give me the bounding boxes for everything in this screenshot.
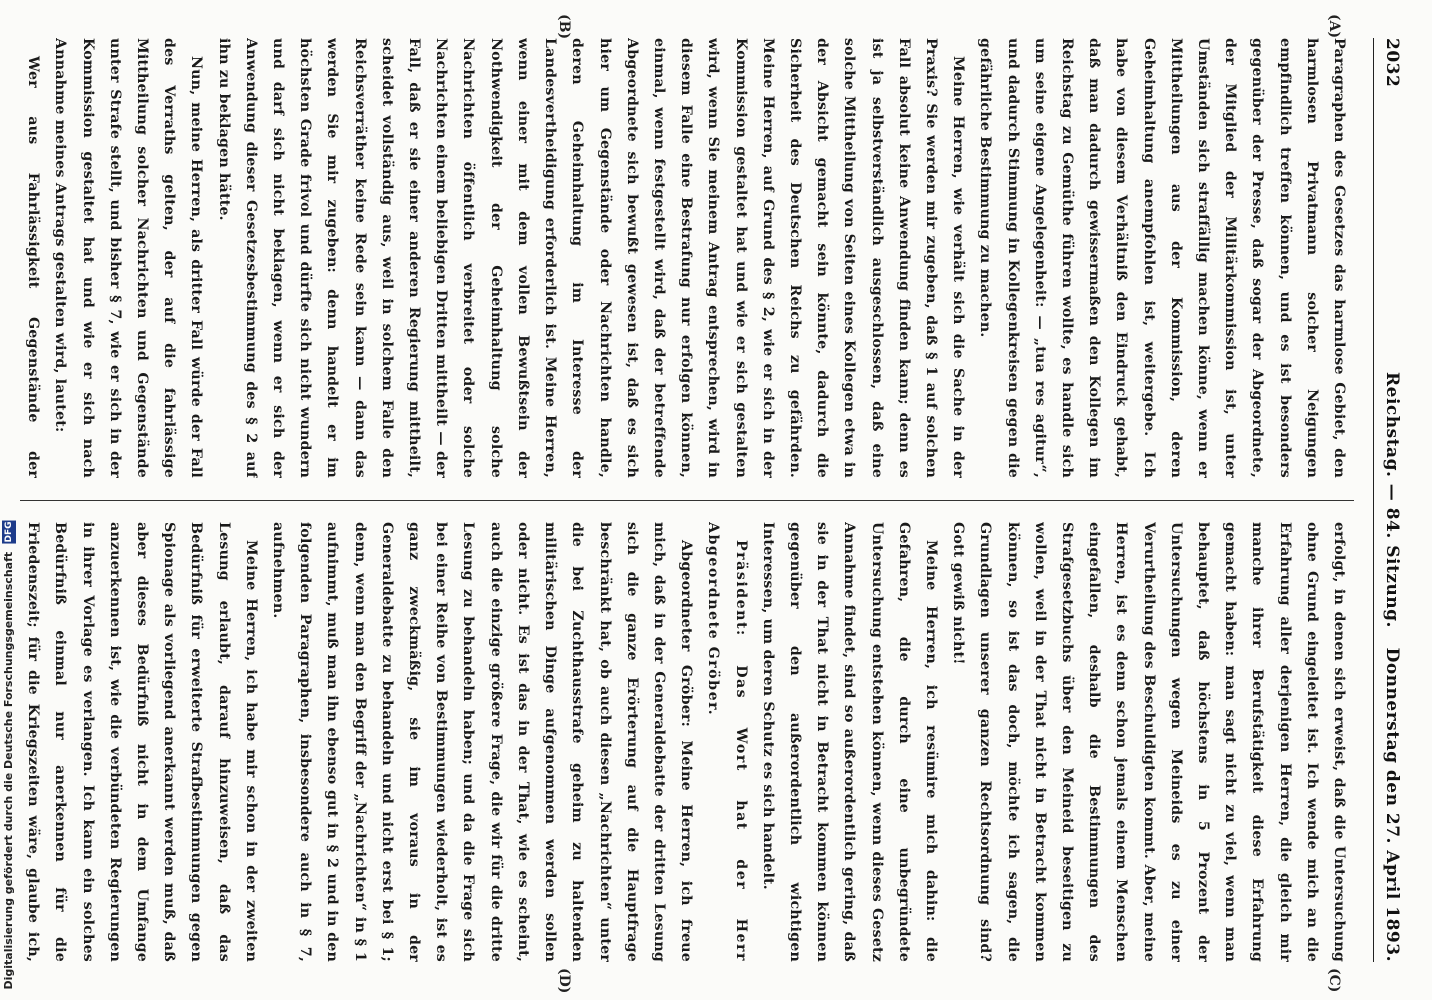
right-paragraph: Meine Herren, ich resümire mich dahin: die Gefahren, die durch eine unbegründete Untersuchung entstehen können, wenn dieses Gesetz Annahme findet, sind so außerordentlich gering, daß sie in der That nicht in Betracht kommen können gegenüber den außerordentlich wichtigen Interessen, um deren Schutz es sich handelt. <box>759 522 939 962</box>
margin-mark-a: (A) <box>1326 14 1342 39</box>
footer-credit: Digitalisierung gefördert durch die Deutsche Forschungsgemeinschaft <box>2 552 15 990</box>
right-column <box>22 522 1352 962</box>
column-divider <box>20 500 1354 501</box>
right-paragraph: Meine Herren, ich habe mir schon in der zweiten Lesung erlaubt, darauf hinzuweisen, daß das Bedürfniß für erweiterte Strafbestimmungen gegen Spionage als vorliegend anerkannt werden muß, daß aber dieses Bedürfniß nicht in dem Umfange anzuerkennen ist, wie die verbündeten Regierungen in ihrer Vorlage es verlangen. Ich kann ein solches Bedürfniß einmal nur anerkennen für die Friedenszeit; für die Kriegszeiten wäre, glaube ich, <box>25 522 259 962</box>
margin-mark-d: (D) <box>556 968 572 994</box>
margin-mark-c: (C) <box>1326 968 1342 993</box>
footer-text-wrap <box>2 521 16 990</box>
header-rule <box>1373 38 1374 962</box>
page-header <box>1372 38 1402 962</box>
session-date: Donnerstag den 27. April 1893. <box>1382 647 1402 962</box>
left-paragraph: Nun, meine Herren, als dritter Fall würde der Fall des Verraths gelten, der auf die fahrlässige Mittheilung solcher Nachrichten und Gegenstände unter Strafe stellt, und bisher § 7, wie er sich in der Kommission gestaltet hat und wie er sich nach Annahme meines Antrags gestalten wird, lautet: <box>52 38 205 478</box>
left-quote: Wer aus Fahrlässigkeit Gegenstände der <box>25 56 42 478</box>
page-number: 2032 <box>1382 38 1402 88</box>
left-column <box>22 38 1352 478</box>
left-paragraph: Paragraphen des Gesetzes das harmlose Gebiet, den harmlosen Privatmann solcher Neigungen empfindlich treffen können, und es ist besonders gegenüber der Presse, daß sogar der Abgeordnete, der Mitglied der Militärkommission ist, unter Umständen sich straffällig machen könne, wenn er Mittheilungen aus der Kommission, deren Geheimhaltung anempfohlen ist, weitergebe. Ich habe von diesem Verhältniß den Eindruck gehabt, daß man dadurch gewissermaßen den Kollegen im Reichstag zu Gemüthe führen wollte, es handle sich um seine eigene Angelegenheit: — „tua res agitur“, und dadurch Stimmung in Kollegenkreisen gegen die gefährliche Bestimmung zu machen. <box>977 38 1347 478</box>
right-paragraph: erfolgt, in denen sich erweist, daß die Untersuchung ohne Grund eingeleitet ist. Ich wende mich an die Erfahrung aller derjenigen Herren, die gleich mir manche ihrer Berufstätigkeit diese Erfahrung gemacht haben: man sagt nicht zu viel, wenn man behauptet, daß höchstens in 5 Prozent der Untersuchungen wegen Meineids es zu einer Verurtheilung des Beschuldigten kommt. Aber, meine Herren, ist es denn schon jemals einem Menschen eingefallen, deshalb die Bestimmungen des Strafgesetzbuchs über den Meineid beseitigen zu wollen, weil in der That nicht in Betracht kommen können, so ist das doch, möchte ich sagen, die Grundlagen unserer ganzen Rechtsordnung sind? Gott gewiß nicht! <box>950 522 1347 962</box>
president-line: Präsident: Das Wort hat der Herr Abgeordnete Gröber. <box>705 522 749 962</box>
digitization-footer <box>0 0 22 1000</box>
running-title: Reichstag. — 84. Sitzung. <box>1382 372 1402 628</box>
left-paragraph: Meine Herren, wie verhält sich die Sache in der Praxis? Sie werden mir zugeben, daß § 1 auf solchen Fall absolut keine Anwendung finden kann; denn es ist ja selbstverständlich ausgeschlossen, daß eine solche Mittheilung von Seiten eines Kollegen etwa in der Absicht gemacht sein könnte, dadurch die Sicherheit des Deutschen Reichs zu gefährden. Meine Herren, auf Grund des § 2, wie er sich in der Kommission gestaltet hat und wie er sich gestalten wird, wenn Sie meinem Antrag entsprechen, wird in diesem Falle eine Bestrafung nur erfolgen können, einmal, wenn festgestellt wird, daß der betreffende Abgeordnete sich bewußt gewesen ist, daß es sich hier um Gegenstände oder Nachrichten handle, deren Geheimhaltung im Interesse der Landesvertheidigung erforderlich ist. Meine Herren, wenn einer mit dem vollen Bewußtsein der Nothwendigkeit der Geheimhaltung solche Nachrichten öffentlich verbreitet oder solche Nachrichten einem beliebigen Dritten mittheilt — der Fall, daß er sie einer anderen Regierung mittheilt, scheidet vollständig aus, weil in solchem Falle den Reichsverräther keine Rede sein kann — dann das werden Sie mir zugeben: denn handelt er im höchsten Grade frivol und dürfte sich nicht wundern und darf sich nicht beklagen, wenn er sich der Anwendung dieser Gesetzesbestimmung des § 2 auf ihn zu beklagen hätte. <box>215 38 967 478</box>
margin-mark-b: (B) <box>556 14 572 40</box>
dfg-logo: DFG <box>4 522 14 544</box>
right-paragraph: Abgeordneter Gröber: Meine Herren, ich freue mich, daß in der Generaldebatte der dritten Lesung sich die ganze Erörterung auf die Hauptfrage beschränkt hat, ob auch diesen „Nachrichten“ unter die bei Zuchthausstrafe geheim zu haltenden militärischen Dinge aufgenommen werden sollen oder nicht. Es ist das in der That, wie es scheint, auch die einzige größere Frage, die wir für die dritte Lesung zu behandeln haben; und da die Frage sich bei einer Reihe von Bestimmungen wiederholt, ist es ganz zweckmäßig, sie im voraus in der Generaldebatte zu behandeln und nicht erst bei § 1; denn, wenn man den Begriff der „Nachrichten“ in § 1 aufnimmt, muß man ihn ebenso gut in § 2 und in den folgenden Paragraphen, insbesondere auch in § 7, aufnehmen. <box>270 522 695 962</box>
